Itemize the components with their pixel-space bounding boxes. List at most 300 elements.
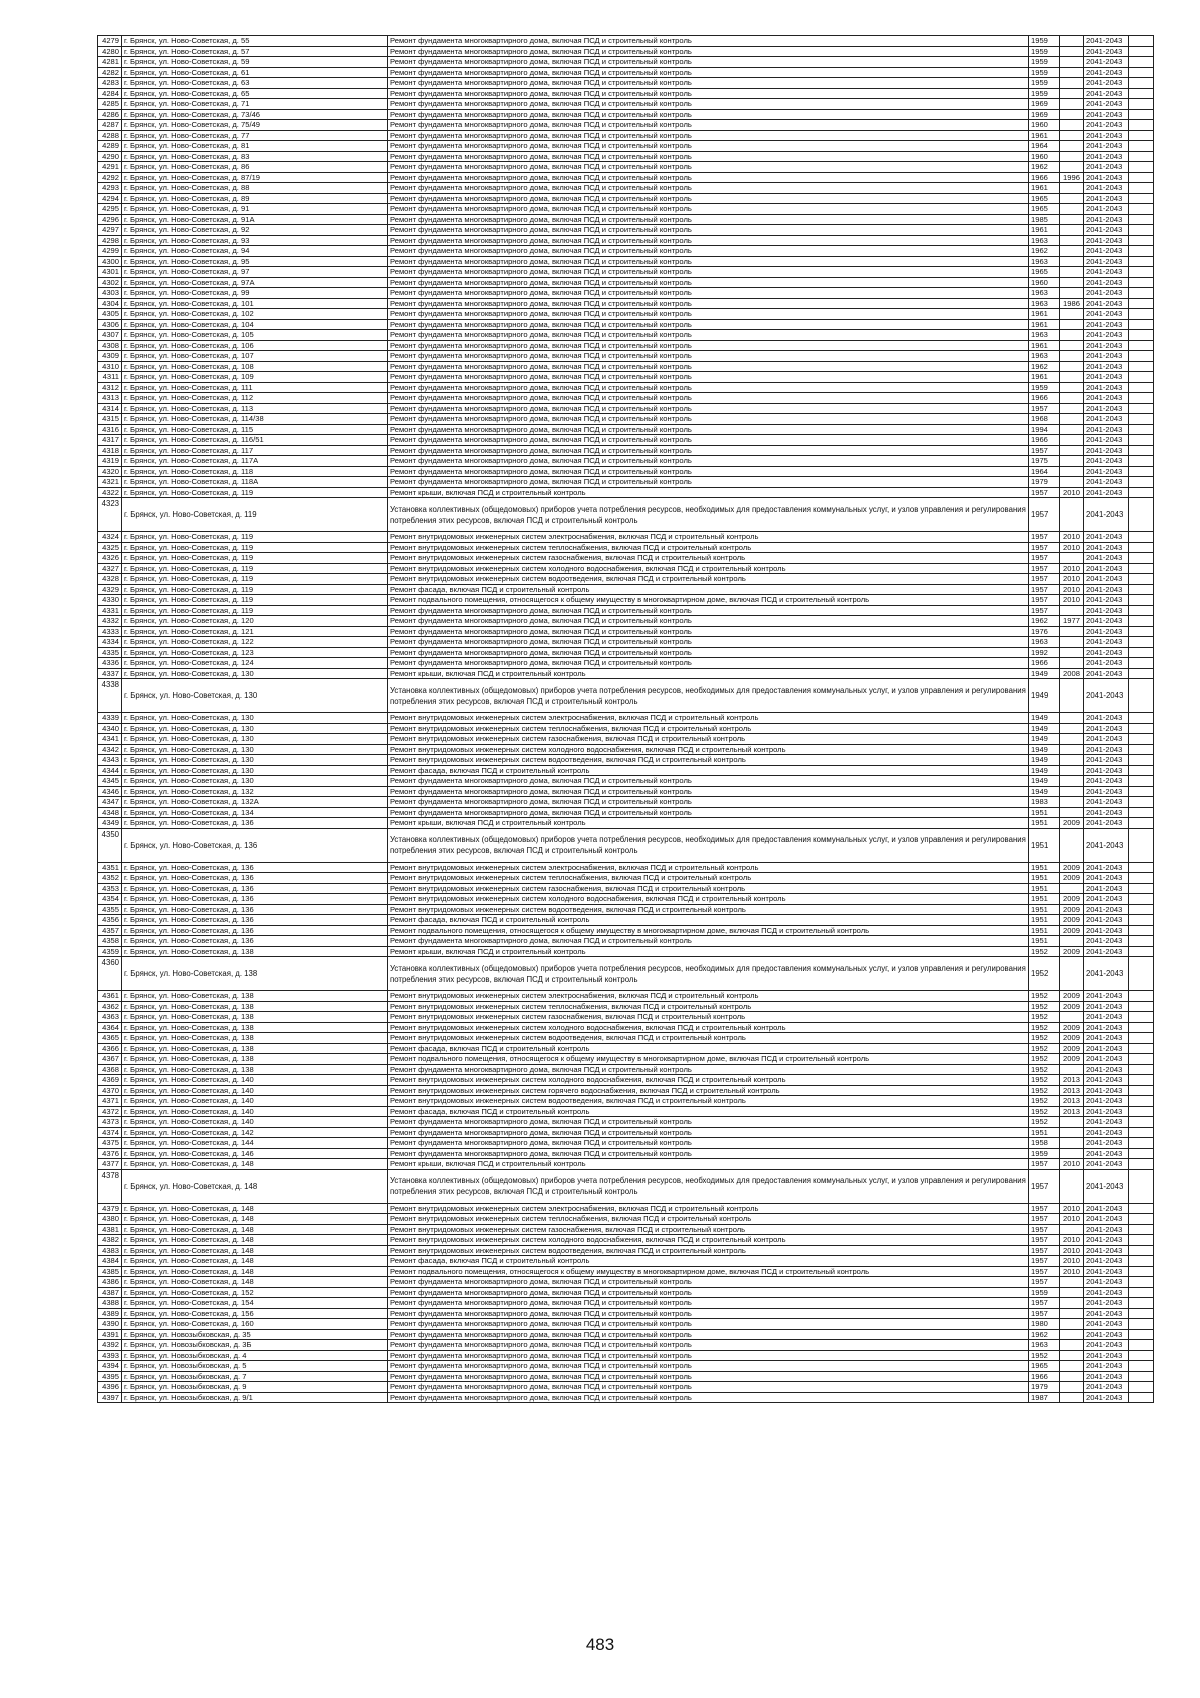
row-number-cell: 4372 xyxy=(98,1106,122,1117)
year-built-cell: 1979 xyxy=(1029,1382,1060,1393)
row-number-cell: 4358 xyxy=(98,936,122,947)
work-type-cell: Ремонт фундамента многоквартирного дома, включая ПСД и строительный контроль xyxy=(388,36,1029,47)
year-built-cell: 1951 xyxy=(1029,873,1060,884)
year-built-cell: 1968 xyxy=(1029,414,1060,425)
work-type-cell: Ремонт фундамента многоквартирного дома, включая ПСД и строительный контроль xyxy=(388,1298,1029,1309)
year-built-cell: 1959 xyxy=(1029,88,1060,99)
last-repair-year-cell: 2009 xyxy=(1060,991,1084,1002)
address-cell: г. Брянск, ул. Ново-Советская, д. 138 xyxy=(122,957,388,991)
year-built-cell: 1960 xyxy=(1029,120,1060,131)
planned-period-cell: 2041-2043 xyxy=(1084,616,1129,627)
address-cell: г. Брянск, ул. Ново-Советская, д. 59 xyxy=(122,57,388,68)
last-repair-year-cell: 2013 xyxy=(1060,1096,1084,1107)
empty-cell xyxy=(1129,1001,1154,1012)
work-type-cell: Ремонт фундамента многоквартирного дома, включая ПСД и строительный контроль xyxy=(388,183,1029,194)
year-built-cell: 1961 xyxy=(1029,340,1060,351)
last-repair-year-cell: 2010 xyxy=(1060,1214,1084,1225)
year-built-cell: 1960 xyxy=(1029,277,1060,288)
last-repair-year-cell xyxy=(1060,382,1084,393)
empty-cell xyxy=(1129,393,1154,404)
row-number-cell: 4329 xyxy=(98,584,122,595)
planned-period-cell: 2041-2043 xyxy=(1084,57,1129,68)
year-built-cell: 1952 xyxy=(1029,1001,1060,1012)
planned-period-cell: 2041-2043 xyxy=(1084,1224,1129,1235)
row-number-cell: 4377 xyxy=(98,1159,122,1170)
work-type-cell: Установка коллективных (общедомовых) приборов учета потребления ресурсов, необходимых для предоставления коммунальных услуг, и узлов управления и регулирования потребления этих ресурсов, включая ПСД и строительный контроль xyxy=(388,679,1029,713)
year-built-cell: 1952 xyxy=(1029,1096,1060,1107)
year-built-cell: 1949 xyxy=(1029,679,1060,713)
address-cell: г. Брянск, ул. Ново-Советская, д. 104 xyxy=(122,319,388,330)
empty-cell xyxy=(1129,330,1154,341)
row-number-cell: 4319 xyxy=(98,456,122,467)
year-built-cell: 1952 xyxy=(1029,1033,1060,1044)
year-built-cell: 1957 xyxy=(1029,605,1060,616)
year-built-cell: 1961 xyxy=(1029,225,1060,236)
work-type-cell: Ремонт фундамента многоквартирного дома, включая ПСД и строительный контроль xyxy=(388,319,1029,330)
last-repair-year-cell xyxy=(1060,372,1084,383)
work-type-cell: Ремонт фундамента многоквартирного дома, включая ПСД и строительный контроль xyxy=(388,351,1029,362)
address-cell: г. Брянск, ул. Ново-Советская, д. 91 xyxy=(122,204,388,215)
work-type-cell: Ремонт фундамента многоквартирного дома, включая ПСД и строительный контроль xyxy=(388,361,1029,372)
work-type-cell: Ремонт фундамента многоквартирного дома, включая ПСД и строительный контроль xyxy=(388,1329,1029,1340)
work-type-cell: Ремонт фундамента многоквартирного дома, включая ПСД и строительный контроль xyxy=(388,1308,1029,1319)
work-type-cell: Ремонт фундамента многоквартирного дома, включая ПСД и строительный контроль xyxy=(388,456,1029,467)
empty-cell xyxy=(1129,957,1154,991)
table-row xyxy=(98,1361,1154,1372)
last-repair-year-cell xyxy=(1060,658,1084,669)
address-cell: г. Брянск, ул. Ново-Советская, д. 140 xyxy=(122,1085,388,1096)
empty-cell xyxy=(1129,1117,1154,1128)
work-type-cell: Ремонт фундамента многоквартирного дома, включая ПСД и строительный контроль xyxy=(388,445,1029,456)
planned-period-cell: 2041-2043 xyxy=(1084,445,1129,456)
empty-cell xyxy=(1129,382,1154,393)
address-cell: г. Брянск, ул. Ново-Советская, д. 119 xyxy=(122,532,388,543)
row-number-cell: 4369 xyxy=(98,1075,122,1086)
row-number-cell: 4344 xyxy=(98,765,122,776)
last-repair-year-cell xyxy=(1060,1361,1084,1372)
table-row xyxy=(98,1214,1154,1225)
planned-period-cell: 2041-2043 xyxy=(1084,957,1129,991)
year-built-cell: 1992 xyxy=(1029,647,1060,658)
empty-cell xyxy=(1129,786,1154,797)
last-repair-year-cell: 2010 xyxy=(1060,1245,1084,1256)
empty-cell xyxy=(1129,403,1154,414)
planned-period-cell: 2041-2043 xyxy=(1084,1159,1129,1170)
planned-period-cell: 2041-2043 xyxy=(1084,797,1129,808)
address-cell: г. Брянск, ул. Ново-Советская, д. 119 xyxy=(122,563,388,574)
last-repair-year-cell: 2009 xyxy=(1060,904,1084,915)
last-repair-year-cell xyxy=(1060,225,1084,236)
year-built-cell: 1966 xyxy=(1029,658,1060,669)
work-type-cell: Ремонт внутридомовых инженерных систем холодного водоснабжения, включая ПСД и строительный контроль xyxy=(388,1022,1029,1033)
work-type-cell: Ремонт внутридомовых инженерных систем водоотведения, включая ПСД и строительный контроль xyxy=(388,904,1029,915)
empty-cell xyxy=(1129,256,1154,267)
last-repair-year-cell xyxy=(1060,1277,1084,1288)
row-number-cell: 4308 xyxy=(98,340,122,351)
row-number-cell: 4339 xyxy=(98,713,122,724)
address-cell: г. Брянск, ул. Ново-Советская, д. 106 xyxy=(122,340,388,351)
empty-cell xyxy=(1129,36,1154,47)
year-built-cell: 1957 xyxy=(1029,1159,1060,1170)
address-cell: г. Брянск, ул. Ново-Советская, д. 138 xyxy=(122,946,388,957)
table-row xyxy=(98,828,1154,862)
last-repair-year-cell xyxy=(1060,256,1084,267)
empty-cell xyxy=(1129,225,1154,236)
work-type-cell: Ремонт фундамента многоквартирного дома, включая ПСД и строительный контроль xyxy=(388,1340,1029,1351)
row-number-cell: 4362 xyxy=(98,1001,122,1012)
empty-cell xyxy=(1129,1340,1154,1351)
table-row xyxy=(98,498,1154,532)
work-type-cell: Ремонт внутридомовых инженерных систем электроснабжения, включая ПСД и строительный контроль xyxy=(388,1203,1029,1214)
planned-period-cell: 2041-2043 xyxy=(1084,340,1129,351)
table-row xyxy=(98,193,1154,204)
planned-period-cell: 2041-2043 xyxy=(1084,246,1129,257)
empty-cell xyxy=(1129,487,1154,498)
empty-cell xyxy=(1129,828,1154,862)
row-number-cell: 4397 xyxy=(98,1392,122,1403)
empty-cell xyxy=(1129,1266,1154,1277)
table-row xyxy=(98,141,1154,152)
year-built-cell: 1949 xyxy=(1029,668,1060,679)
last-repair-year-cell xyxy=(1060,713,1084,724)
work-type-cell: Ремонт фундамента многоквартирного дома, включая ПСД и строительный контроль xyxy=(388,616,1029,627)
planned-period-cell: 2041-2043 xyxy=(1084,936,1129,947)
work-type-cell: Ремонт крыши, включая ПСД и строительный контроль xyxy=(388,1159,1029,1170)
work-type-cell: Ремонт фундамента многоквартирного дома, включая ПСД и строительный контроль xyxy=(388,797,1029,808)
work-type-cell: Ремонт подвального помещения, относящегося к общему имуществу в многоквартирном доме, включая ПСД и строительный контроль xyxy=(388,1054,1029,1065)
address-cell: г. Брянск, ул. Ново-Советская, д. 108 xyxy=(122,361,388,372)
last-repair-year-cell: 1996 xyxy=(1060,172,1084,183)
year-built-cell: 1957 xyxy=(1029,403,1060,414)
row-number-cell: 4314 xyxy=(98,403,122,414)
planned-period-cell: 2041-2043 xyxy=(1084,1371,1129,1382)
empty-cell xyxy=(1129,936,1154,947)
work-type-cell: Ремонт фасада, включая ПСД и строительный контроль xyxy=(388,1256,1029,1267)
year-built-cell: 1966 xyxy=(1029,393,1060,404)
table-row xyxy=(98,298,1154,309)
empty-cell xyxy=(1129,713,1154,724)
empty-cell xyxy=(1129,1169,1154,1203)
planned-period-cell: 2041-2043 xyxy=(1084,776,1129,787)
row-number-cell: 4379 xyxy=(98,1203,122,1214)
table-row xyxy=(98,723,1154,734)
work-type-cell: Ремонт фундамента многоквартирного дома, включая ПСД и строительный контроль xyxy=(388,1371,1029,1382)
year-built-cell: 1963 xyxy=(1029,235,1060,246)
last-repair-year-cell xyxy=(1060,1012,1084,1023)
year-built-cell: 1952 xyxy=(1029,1012,1060,1023)
last-repair-year-cell xyxy=(1060,141,1084,152)
year-built-cell: 1952 xyxy=(1029,946,1060,957)
empty-cell xyxy=(1129,679,1154,713)
table-row xyxy=(98,1075,1154,1086)
work-type-cell: Ремонт внутридомовых инженерных систем водоотведения, включая ПСД и строительный контроль xyxy=(388,1033,1029,1044)
planned-period-cell: 2041-2043 xyxy=(1084,1392,1129,1403)
last-repair-year-cell xyxy=(1060,1287,1084,1298)
address-cell: г. Брянск, ул. Ново-Советская, д. 57 xyxy=(122,46,388,57)
work-type-cell: Ремонт фундамента многоквартирного дома, включая ПСД и строительный контроль xyxy=(388,46,1029,57)
row-number-cell: 4356 xyxy=(98,915,122,926)
year-built-cell: 1965 xyxy=(1029,267,1060,278)
row-number-cell: 4330 xyxy=(98,595,122,606)
empty-cell xyxy=(1129,1319,1154,1330)
table-row xyxy=(98,744,1154,755)
table-row xyxy=(98,1159,1154,1170)
last-repair-year-cell xyxy=(1060,67,1084,78)
last-repair-year-cell xyxy=(1060,734,1084,745)
year-built-cell: 1980 xyxy=(1029,1319,1060,1330)
table-row xyxy=(98,477,1154,488)
work-type-cell: Ремонт фундамента многоквартирного дома, включая ПСД и строительный контроль xyxy=(388,647,1029,658)
empty-cell xyxy=(1129,1371,1154,1382)
row-number-cell: 4345 xyxy=(98,776,122,787)
row-number-cell: 4368 xyxy=(98,1064,122,1075)
row-number-cell: 4385 xyxy=(98,1266,122,1277)
year-built-cell: 1959 xyxy=(1029,57,1060,68)
table-row xyxy=(98,78,1154,89)
planned-period-cell: 2041-2043 xyxy=(1084,1382,1129,1393)
work-type-cell: Ремонт подвального помещения, относящегося к общему имуществу в многоквартирном доме, включая ПСД и строительный контроль xyxy=(388,595,1029,606)
planned-period-cell: 2041-2043 xyxy=(1084,1012,1129,1023)
address-cell: г. Брянск, ул. Ново-Советская, д. 138 xyxy=(122,1022,388,1033)
work-type-cell: Ремонт внутридомовых инженерных систем водоотведения, включая ПСД и строительный контроль xyxy=(388,755,1029,766)
row-number-cell: 4306 xyxy=(98,319,122,330)
planned-period-cell: 2041-2043 xyxy=(1084,109,1129,120)
work-type-cell: Ремонт внутридомовых инженерных систем газоснабжения, включая ПСД и строительный контроль xyxy=(388,883,1029,894)
empty-cell xyxy=(1129,235,1154,246)
work-type-cell: Ремонт фундамента многоквартирного дома, включая ПСД и строительный контроль xyxy=(388,477,1029,488)
year-built-cell: 1957 xyxy=(1029,563,1060,574)
planned-period-cell: 2041-2043 xyxy=(1084,1256,1129,1267)
work-type-cell: Ремонт внутридомовых инженерных систем газоснабжения, включая ПСД и строительный контроль xyxy=(388,1224,1029,1235)
row-number-cell: 4376 xyxy=(98,1148,122,1159)
planned-period-cell: 2041-2043 xyxy=(1084,393,1129,404)
planned-period-cell: 2041-2043 xyxy=(1084,1214,1129,1225)
work-type-cell: Ремонт внутридомовых инженерных систем холодного водоснабжения, включая ПСД и строительный контроль xyxy=(388,563,1029,574)
last-repair-year-cell xyxy=(1060,246,1084,257)
work-type-cell: Ремонт фундамента многоквартирного дома, включая ПСД и строительный контроль xyxy=(388,162,1029,173)
work-type-cell: Ремонт фундамента многоквартирного дома, включая ПСД и строительный контроль xyxy=(388,466,1029,477)
address-cell: г. Брянск, ул. Ново-Советская, д. 148 xyxy=(122,1203,388,1214)
row-number-cell: 4290 xyxy=(98,151,122,162)
row-number-cell: 4318 xyxy=(98,445,122,456)
table-row xyxy=(98,57,1154,68)
year-built-cell: 1951 xyxy=(1029,925,1060,936)
last-repair-year-cell xyxy=(1060,765,1084,776)
last-repair-year-cell xyxy=(1060,1138,1084,1149)
table-row xyxy=(98,1245,1154,1256)
empty-cell xyxy=(1129,765,1154,776)
last-repair-year-cell xyxy=(1060,1127,1084,1138)
work-type-cell: Ремонт фундамента многоквартирного дома, включая ПСД и строительный контроль xyxy=(388,277,1029,288)
row-number-cell: 4382 xyxy=(98,1235,122,1246)
empty-cell xyxy=(1129,246,1154,257)
work-type-cell: Ремонт подвального помещения, относящегося к общему имуществу в многоквартирном доме, включая ПСД и строительный контроль xyxy=(388,1266,1029,1277)
address-cell: г. Брянск, ул. Ново-Советская, д. 140 xyxy=(122,1106,388,1117)
row-number-cell: 4357 xyxy=(98,925,122,936)
row-number-cell: 4373 xyxy=(98,1117,122,1128)
empty-cell xyxy=(1129,1214,1154,1225)
empty-cell xyxy=(1129,818,1154,829)
address-cell: г. Брянск, ул. Ново-Советская, д. 138 xyxy=(122,1054,388,1065)
planned-period-cell: 2041-2043 xyxy=(1084,330,1129,341)
last-repair-year-cell xyxy=(1060,330,1084,341)
work-type-cell: Ремонт внутридомовых инженерных систем теплоснабжения, включая ПСД и строительный контроль xyxy=(388,873,1029,884)
empty-cell xyxy=(1129,414,1154,425)
work-type-cell: Ремонт фундамента многоквартирного дома, включая ПСД и строительный контроль xyxy=(388,78,1029,89)
year-built-cell: 1961 xyxy=(1029,183,1060,194)
planned-period-cell: 2041-2043 xyxy=(1084,120,1129,131)
planned-period-cell: 2041-2043 xyxy=(1084,915,1129,926)
planned-period-cell: 2041-2043 xyxy=(1084,1340,1129,1351)
last-repair-year-cell xyxy=(1060,1350,1084,1361)
planned-period-cell: 2041-2043 xyxy=(1084,723,1129,734)
last-repair-year-cell xyxy=(1060,1308,1084,1319)
row-number-cell: 4283 xyxy=(98,78,122,89)
table-row xyxy=(98,1033,1154,1044)
work-type-cell: Ремонт фундамента многоквартирного дома, включая ПСД и строительный контроль xyxy=(388,330,1029,341)
year-built-cell: 1962 xyxy=(1029,616,1060,627)
year-built-cell: 1949 xyxy=(1029,765,1060,776)
table-row xyxy=(98,553,1154,564)
empty-cell xyxy=(1129,532,1154,543)
last-repair-year-cell xyxy=(1060,883,1084,894)
address-cell: г. Брянск, ул. Ново-Советская, д. 130 xyxy=(122,765,388,776)
row-number-cell: 4333 xyxy=(98,626,122,637)
empty-cell xyxy=(1129,1235,1154,1246)
year-built-cell: 1951 xyxy=(1029,915,1060,926)
address-cell: г. Брянск, ул. Ново-Советская, д. 94 xyxy=(122,246,388,257)
table-row xyxy=(98,340,1154,351)
last-repair-year-cell xyxy=(1060,403,1084,414)
row-number-cell: 4349 xyxy=(98,818,122,829)
empty-cell xyxy=(1129,542,1154,553)
empty-cell xyxy=(1129,183,1154,194)
planned-period-cell: 2041-2043 xyxy=(1084,1329,1129,1340)
year-built-cell: 1959 xyxy=(1029,382,1060,393)
planned-period-cell: 2041-2043 xyxy=(1084,1033,1129,1044)
planned-period-cell: 2041-2043 xyxy=(1084,925,1129,936)
last-repair-year-cell xyxy=(1060,151,1084,162)
last-repair-year-cell xyxy=(1060,393,1084,404)
row-number-cell: 4378 xyxy=(98,1169,122,1203)
table-row xyxy=(98,288,1154,299)
last-repair-year-cell xyxy=(1060,78,1084,89)
table-row xyxy=(98,786,1154,797)
work-type-cell: Ремонт фасада, включая ПСД и строительный контроль xyxy=(388,1043,1029,1054)
row-number-cell: 4293 xyxy=(98,183,122,194)
row-number-cell: 4296 xyxy=(98,214,122,225)
row-number-cell: 4391 xyxy=(98,1329,122,1340)
row-number-cell: 4328 xyxy=(98,574,122,585)
empty-cell xyxy=(1129,584,1154,595)
empty-cell xyxy=(1129,595,1154,606)
table-row xyxy=(98,235,1154,246)
planned-period-cell: 2041-2043 xyxy=(1084,214,1129,225)
year-built-cell: 1957 xyxy=(1029,1235,1060,1246)
address-cell: г. Брянск, ул. Ново-Советская, д. 148 xyxy=(122,1235,388,1246)
empty-cell xyxy=(1129,904,1154,915)
row-number-cell: 4323 xyxy=(98,498,122,532)
last-repair-year-cell: 2009 xyxy=(1060,1022,1084,1033)
address-cell: г. Брянск, ул. Ново-Советская, д. 148 xyxy=(122,1245,388,1256)
planned-period-cell: 2041-2043 xyxy=(1084,1287,1129,1298)
last-repair-year-cell xyxy=(1060,477,1084,488)
year-built-cell: 1952 xyxy=(1029,1075,1060,1086)
row-number-cell: 4393 xyxy=(98,1350,122,1361)
year-built-cell: 1957 xyxy=(1029,595,1060,606)
last-repair-year-cell xyxy=(1060,288,1084,299)
planned-period-cell: 2041-2043 xyxy=(1084,414,1129,425)
year-built-cell: 1962 xyxy=(1029,162,1060,173)
work-type-cell: Ремонт внутридомовых инженерных систем холодного водоснабжения, включая ПСД и строительный контроль xyxy=(388,894,1029,905)
work-type-cell: Ремонт крыши, включая ПСД и строительный контроль xyxy=(388,818,1029,829)
table-row xyxy=(98,925,1154,936)
table-row xyxy=(98,1064,1154,1075)
empty-cell xyxy=(1129,563,1154,574)
planned-period-cell: 2041-2043 xyxy=(1084,498,1129,532)
empty-cell xyxy=(1129,755,1154,766)
empty-cell xyxy=(1129,991,1154,1002)
table-row xyxy=(98,382,1154,393)
row-number-cell: 4384 xyxy=(98,1256,122,1267)
table-row xyxy=(98,151,1154,162)
planned-period-cell: 2041-2043 xyxy=(1084,755,1129,766)
row-number-cell: 4365 xyxy=(98,1033,122,1044)
empty-cell xyxy=(1129,361,1154,372)
planned-period-cell: 2041-2043 xyxy=(1084,946,1129,957)
empty-cell xyxy=(1129,1106,1154,1117)
work-type-cell: Ремонт фундамента многоквартирного дома, включая ПСД и строительный контроль xyxy=(388,807,1029,818)
address-cell: г. Брянск, ул. Ново-Советская, д. 160 xyxy=(122,1319,388,1330)
planned-period-cell: 2041-2043 xyxy=(1084,1361,1129,1372)
table-row xyxy=(98,204,1154,215)
work-type-cell: Ремонт фундамента многоквартирного дома, включая ПСД и строительный контроль xyxy=(388,340,1029,351)
row-number-cell: 4383 xyxy=(98,1245,122,1256)
last-repair-year-cell xyxy=(1060,755,1084,766)
planned-period-cell: 2041-2043 xyxy=(1084,605,1129,616)
row-number-cell: 4348 xyxy=(98,807,122,818)
work-type-cell: Ремонт фундамента многоквартирного дома, включая ПСД и строительный контроль xyxy=(388,435,1029,446)
empty-cell xyxy=(1129,946,1154,957)
last-repair-year-cell: 2009 xyxy=(1060,818,1084,829)
last-repair-year-cell: 2009 xyxy=(1060,1043,1084,1054)
last-repair-year-cell xyxy=(1060,605,1084,616)
address-cell: г. Брянск, ул. Ново-Советская, д. 120 xyxy=(122,616,388,627)
address-cell: г. Брянск, ул. Ново-Советская, д. 63 xyxy=(122,78,388,89)
row-number-cell: 4291 xyxy=(98,162,122,173)
planned-period-cell: 2041-2043 xyxy=(1084,67,1129,78)
work-type-cell: Ремонт подвального помещения, относящегося к общему имуществу в многоквартирном доме, включая ПСД и строительный контроль xyxy=(388,925,1029,936)
empty-cell xyxy=(1129,162,1154,173)
empty-cell xyxy=(1129,1012,1154,1023)
year-built-cell: 1962 xyxy=(1029,1329,1060,1340)
last-repair-year-cell xyxy=(1060,1169,1084,1203)
empty-cell xyxy=(1129,637,1154,648)
last-repair-year-cell xyxy=(1060,183,1084,194)
planned-period-cell: 2041-2043 xyxy=(1084,466,1129,477)
planned-period-cell: 2041-2043 xyxy=(1084,563,1129,574)
row-number-cell: 4332 xyxy=(98,616,122,627)
row-number-cell: 4304 xyxy=(98,298,122,309)
row-number-cell: 4370 xyxy=(98,1085,122,1096)
year-built-cell: 1963 xyxy=(1029,637,1060,648)
last-repair-year-cell xyxy=(1060,1224,1084,1235)
empty-cell xyxy=(1129,309,1154,320)
planned-period-cell: 2041-2043 xyxy=(1084,172,1129,183)
empty-cell xyxy=(1129,1022,1154,1033)
repair-schedule-sheet xyxy=(97,35,1153,1403)
empty-cell xyxy=(1129,734,1154,745)
